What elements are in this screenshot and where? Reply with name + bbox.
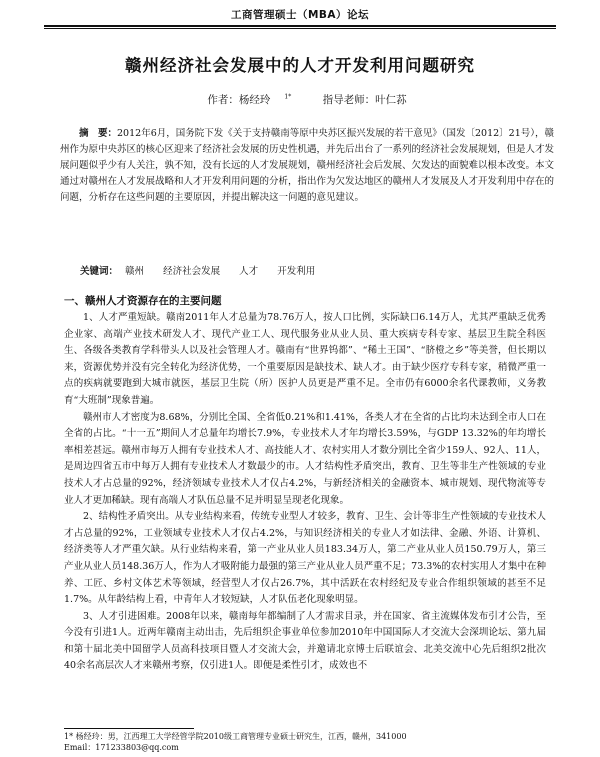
abstract-label: 摘 要： xyxy=(79,128,118,139)
footnote-author-info: 1* 杨经玲：男，江西理工大学经管学院2010级工商管理专业硕士研究生，江西，赣州，341000 xyxy=(64,732,407,741)
author-footnote-mark: 1* xyxy=(284,93,292,101)
journal-header: 工商管理硕士（MBA）论坛 xyxy=(230,9,370,21)
keyword: 经济社会发展 xyxy=(163,266,221,277)
abstract-text: 2012年6月，国务院下发《关于支持赣南等原中央苏区振兴发展的若干意见》（国发〔2012〕21号），赣州作为原中央苏区的核心区迎来了经济社会发展的历史性机遇，并先后出台了一系列的经济社会发展规划，但是人才发展问题似乎少有人关注，孰不知，没有长远的人才发展规划，赣州经济社会后发展、欠发达的面貌难以根本改变。本文通过对赣州在人才发展战略和人才开发利用问题的分析，指出作为欠发达地区的赣州人才发展及人才开发利用中存在的问题，分析存在这些问题的主要原因，并提出解决这一问题的意见建议。 xyxy=(60,128,555,203)
keyword: 人才 xyxy=(239,266,259,277)
paper-title: 赣州经济社会发展中的人才开发利用问题研究 xyxy=(125,56,475,75)
footnote-rule xyxy=(64,728,194,729)
body-text xyxy=(64,310,546,675)
keywords-label: 关键词： xyxy=(80,266,119,277)
author-name xyxy=(193,94,291,106)
body-paragraph: 3、人才引进困难。2008年以来，赣南每年都编制了人才需求目录，并在国家、省主流媒体发布引才公告，至今没有引进1人。近两年赣南主动出击，先后组织企事业单位参加2010年中国国际人才交流大会深圳论坛、第九届和第十届北美中国留学人员高科技项目暨人才交流大会，并邀请北京博士后联谊会、北美交流中心先后组织2批次40余名高层次人才来赣州考察，仅引进1人。即便是柔性引才，成效也不 xyxy=(64,610,546,672)
author-line xyxy=(0,92,600,107)
keyword: 赣州 xyxy=(125,266,145,277)
advisor-name: 指导老师：叶仁荪 xyxy=(322,94,407,106)
body-paragraph: 赣州市人才密度为8.68%，分别比全国、全省低0.21%和1.41%，各类人才在全省的占比均未达到全市人口在全省的占比。“十一五”期间人才总量年均增长7.9%，专业技术人才年均增长3.59%，与GDP 13.32%的年均增长率相差甚远。赣州市每万人拥有专业技术人才、高技能人才、农村实用人才数分别比全省少159人、92人、11人，是周边四省五市中每万人拥有专业技术人才数最少的市。人才结构性矛盾突出，教育、卫生等非生产性领域的专业技术人才占总量的92%，经济领域专业技术人才仅占4.2%，与新经济相关的金融资本、城市规划、现代物流等专业人才更加稀缺。现有高端人才队伍总量不足并明显呈现老化现象。 xyxy=(64,411,546,506)
body-paragraph: 2、结构性矛盾突出。从专业结构来看，传统专业型人才较多，教育、卫生、会计等非生产性领域的专业技术人才占总量的92%，工业领域专业技术人才仅占4.2%，与知识经济相关的专业人才如法律、金融、外语、计算机、经济类等人才严重欠缺。从行业结构来看，第一产业从业人员183.34万人，第二产业从业人员150.79万人，第三产业从业人员148.36万人，作为人才吸附能力最强的第三产业从业人员严重不足；73.3%的农村实用人才集中在种养、工匠、乡村文体艺术等领域，经营型人才仅占26.7%，其中活跃在农村经纪及专业合作组织领域的甚至不足1.7%。从年龄结构上看，中青年人才较短缺，人才队伍老化现象明显。 xyxy=(64,511,546,606)
keywords xyxy=(80,263,331,277)
footnote-email: Email：171233803@qq.com xyxy=(64,743,179,752)
header-rule-thin xyxy=(44,28,556,29)
abstract xyxy=(60,126,554,206)
footnote xyxy=(64,731,554,753)
section-heading: 一、赣州人才资源存在的主要问题 xyxy=(64,295,222,307)
body-paragraph: 1、人才严重短缺。赣南2011年人才总量为78.76万人，按人口比例，实际缺口6.14万人，尤其严重缺乏优秀企业家、高端产业技术研发人才、现代产业工人、现代服务业从业人员、重大疾病专科专家、基层卫生院全科医生、各级各类教育学科带头人以及社会管理人才。赣南有“世界钨都”、“稀土王国”、“脐橙之乡”等美誉，但长期以来，资源优势并没有完全转化为经济优势，一个重要原因是缺技术、缺人才。由于缺少医疗专科专家，稍微严重一点的疾病就要跑到大城市就医，基层卫生院（所）医护人员更是严重不足。全市仍有6000余名代课教师，义务教育“大班制”现象普遍。 xyxy=(64,312,546,406)
header-rule xyxy=(44,25,556,27)
keyword: 开发利用 xyxy=(277,266,316,277)
author-text: 作者：杨经玲 xyxy=(207,94,271,106)
